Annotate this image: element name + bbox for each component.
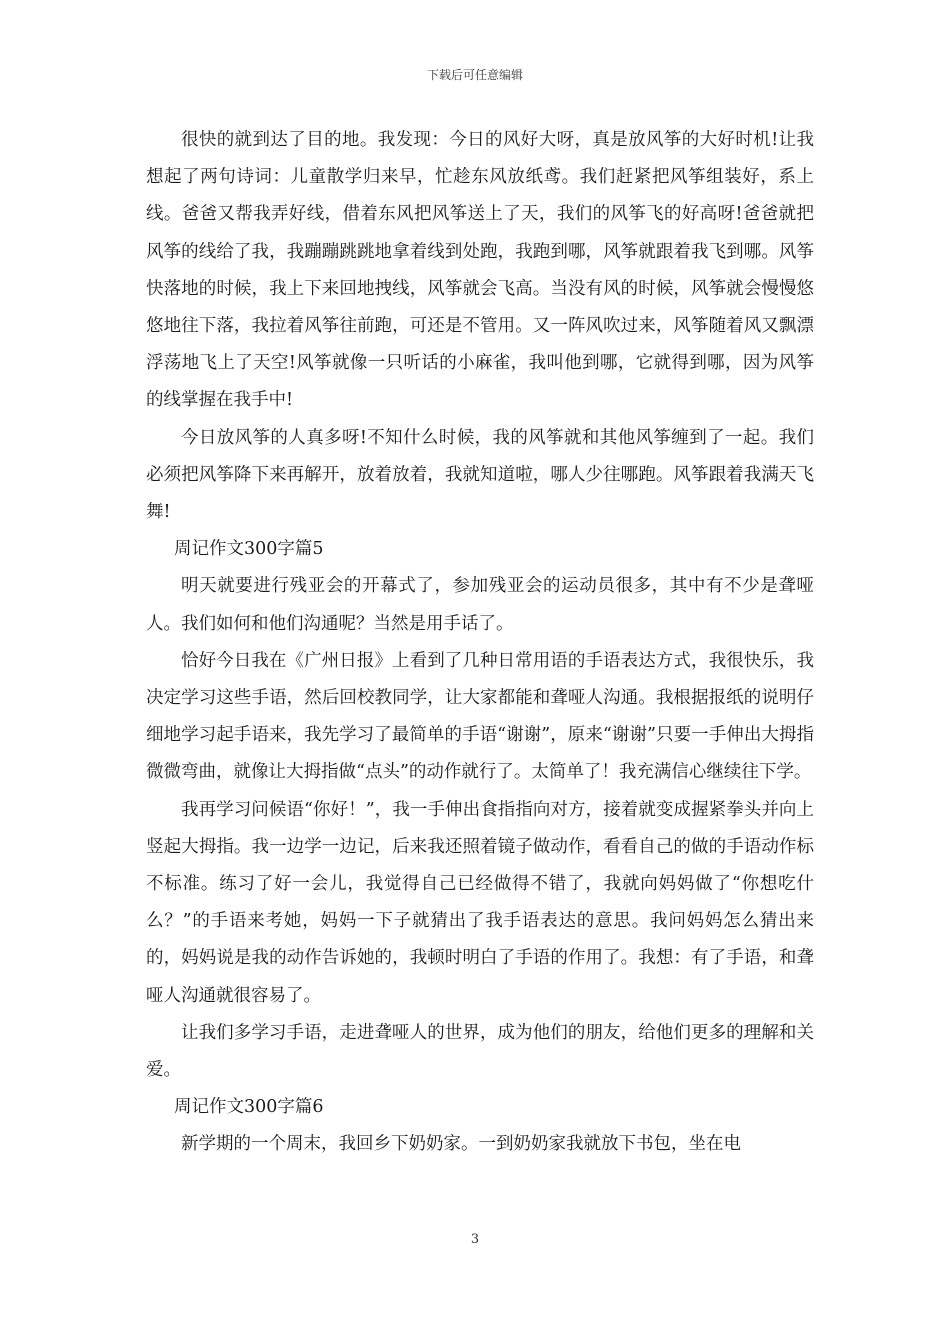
paragraph: 今日放风筝的人真多呀!不知什么时候，我的风筝就和其他风筝缠到了一起。我们必须把风筝降下来再解开，放着放着，我就知道啦，哪人少往哪跑。风筝跟着我满天飞舞!: [146, 427, 814, 523]
paragraph: 很快的就到达了目的地。我发现：今日的风好大呀，真是放风筝的大好时机!让我想起了两句诗词：儿童散学归来早，忙趁东风放纸鸢。我们赶紧把风筝组装好，系上线。爸爸又帮我弄好线，借着东风把风筝送上了天，我们的风筝飞的好高呀!爸爸就把风筝的线给了我，我蹦蹦跳跳地拿着线到处跑，我跑到哪，风筝就跟着我飞到哪。风筝快落地的时候，我上下来回地拽线，风筝就会飞高。当没有风的时候，风筝就会慢慢悠悠地往下落，我拉着风筝往前跑，可还是不管用。又一阵风吹过来，风筝随着风又飘漂浮荡地飞上了天空!风筝就像一只听话的小麻雀，我叫他到哪，它就得到哪，因为风筝的线掌握在我手中!: [146, 130, 814, 411]
section-heading: 周记作文300字篇5: [174, 539, 324, 560]
paragraph: 新学期的一个周末，我回乡下奶奶家。一到奶奶家我就放下书包，坐在电: [181, 1134, 741, 1155]
document-body: [146, 122, 814, 1164]
paragraph: 让我们多学习手语，走进聋哑人的世界，成为他们的朋友，给他们更多的理解和关爱。: [146, 1022, 814, 1081]
paragraph: 我再学习问候语“你好！”，我一手伸出食指指向对方，接着就变成握紧拳头并向上竖起大拇指。我一边学一边记，后来我还照着镜子做动作，看看自己的做的手语动作标不标准。练习了好一会儿，我觉得自己已经做得不错了，我就向妈妈做了“你想吃什么？”的手语来考她，妈妈一下子就猜出了我手语表达的意思。我问妈妈怎么猜出来的，妈妈说是我的动作告诉她的，我顿时明白了手语的作用了。我想：有了手语，和聋哑人沟通就很容易了。: [146, 799, 814, 1006]
paragraph: 明天就要进行残亚会的开幕式了，参加残亚会的运动员很多，其中有不少是聋哑人。我们如何和他们沟通呢？当然是用手话了。: [146, 576, 814, 634]
page-header: 下载后可任意编辑: [426, 68, 523, 82]
section-heading: 周记作文300字篇6: [174, 1097, 324, 1118]
paragraph: 恰好今日我在《广州日报》上看到了几种日常用语的手语表达方式，我很快乐，我决定学习这些手语，然后回校教同学，让大家都能和聋哑人沟通。我根据报纸的说明仔细地学习起手语来，我先学习了最简单的手语“谢谢”，原来“谢谢”只要一手伸出大拇指微微弯曲，就像让大拇指做“点头”的动作就行了。太简单了！我充满信心继续往下学。: [146, 650, 814, 783]
page-number: 3: [470, 1232, 480, 1247]
